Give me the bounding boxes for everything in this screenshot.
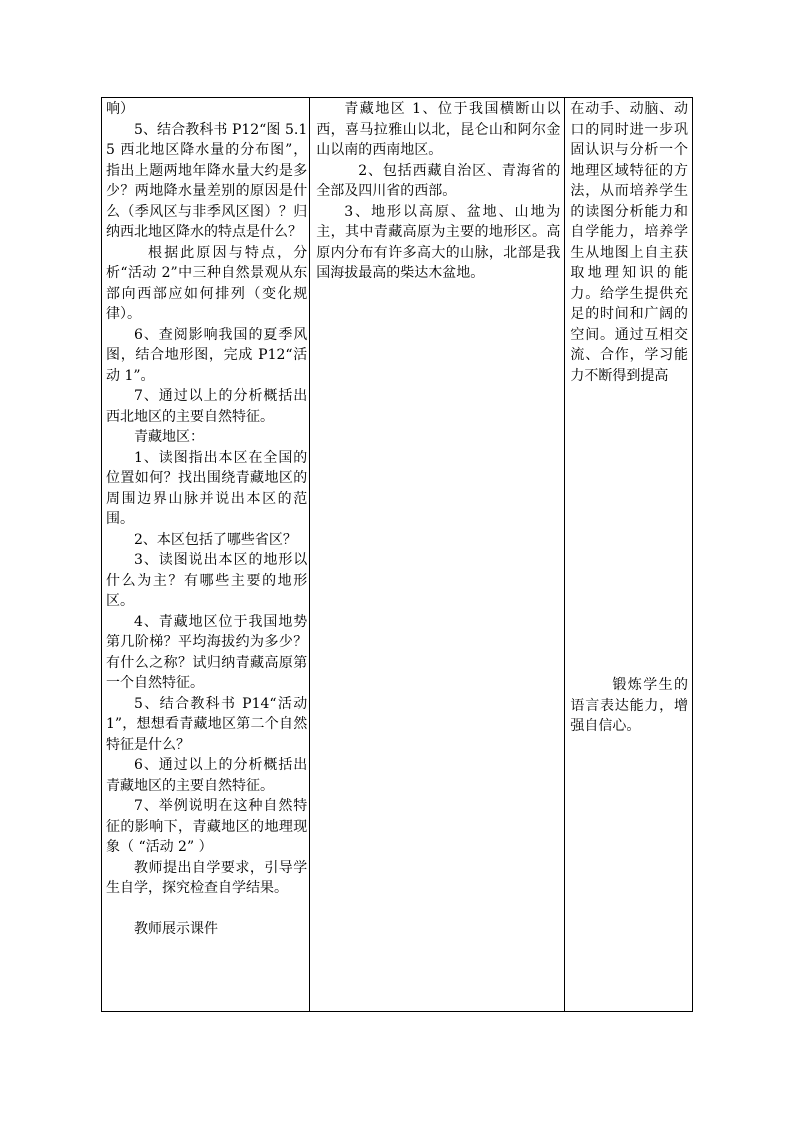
col1-paragraph: 2、本区包括了哪些省区？ xyxy=(134,531,297,548)
col1-paragraph: 6、查阅影响我国的夏季风图，结合地形图，完成 P12“活动 1”。 xyxy=(106,326,308,384)
col3-paragraph: 在动手、动脑、动口的同时进一步巩固认识与分析一个地理区域特征的方法，从而培养学生的读图分析能力和自学能力，培养学生从地图上自主获取地理知识的能力。给学生提供充足的时间和广阔的空间。通过互相交流、合作，学习能力不断得到提高 xyxy=(570,101,688,384)
vertical-spacer xyxy=(570,386,688,675)
col1-paragraph: 根据此原因与特点，分析“活动 2”中三种自然景观从东部向西部应如何排列（变化规律）。 xyxy=(106,244,308,322)
col1-paragraph: 3、读图说出本区的地形以什么为主？有哪些主要的地形区。 xyxy=(106,552,308,609)
teacher-activity-column xyxy=(102,98,310,1011)
lesson-plan-table xyxy=(101,97,693,1012)
col1-section-heading: 青藏地区： xyxy=(134,429,204,445)
col1-paragraph: 4、青藏地区位于我国地势第几阶梯？平均海拔约为多少？有什么之称？试归纳青藏高原第一个自然特征。 xyxy=(106,613,308,691)
design-intent-column xyxy=(565,98,692,1011)
col1-paragraph: 6、通过以上的分析概括出青藏地区的主要自然特征。 xyxy=(106,757,308,794)
student-activity-column xyxy=(310,98,565,1011)
blank-line xyxy=(106,899,307,920)
col1-paragraph: 5、结合教科书 P12“图 5.15 西北地区降水量的分布图”，指出上题两地年降水量大约是多少？两地降水量差别的原因是什么（季风区与非季风区图）？归纳西北地区降水的特点是什么？ xyxy=(106,121,308,240)
col2-paragraph: 2、包括西藏自治区、青海省的全部及四川省的西部。 xyxy=(316,162,561,199)
col1-paragraph: 7、通过以上的分析概括出西北地区的主要自然特征。 xyxy=(106,388,308,425)
col2-paragraph: 3、地形以高原、盆地、山地为主，其中青藏高原为主要的地形区。高原内分布有许多高大的山脉，北部是我国海拔最高的柴达木盆地。 xyxy=(316,203,561,281)
col3-paragraph: 锻炼学生的语言表达能力，增强自信心。 xyxy=(570,677,688,734)
col1-paragraph: 教师提出自学要求，引导学生自学，探究检查自学结果。 xyxy=(106,859,308,896)
col2-paragraph: 青藏地区 1、位于我国横断山以西，喜马拉雅山以北，昆仑山和阿尔金山以南的西南地区。 xyxy=(316,101,561,158)
col1-paragraph: 5、结合教科书 P14“活动 1”，想想看青藏地区第二个自然特征是什么？ xyxy=(106,695,308,753)
col1-paragraph: 教师展示课件 xyxy=(134,921,218,937)
col1-paragraph: 7、举例说明在这种自然特征的影响下，青藏地区的地理现象（ “活动 2” ） xyxy=(106,798,308,855)
col1-paragraph: 响） xyxy=(106,101,134,117)
col1-paragraph: 1、读图指出本区在全国的位置如何？找出围绕青藏地区的周围边界山脉并说出本区的范围。 xyxy=(106,449,308,527)
